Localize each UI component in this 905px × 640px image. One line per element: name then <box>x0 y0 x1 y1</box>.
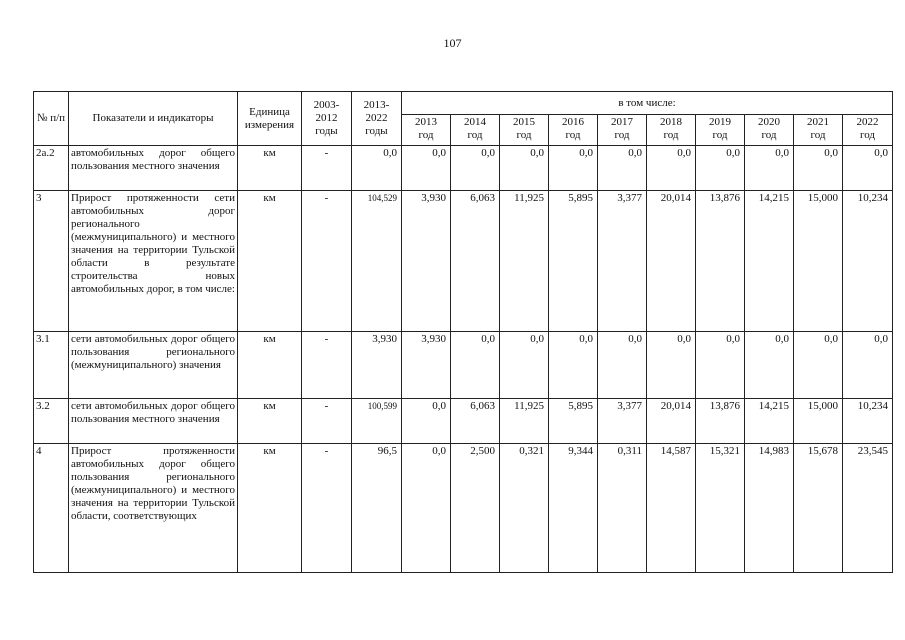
row-year-value: 11,925 <box>500 191 549 332</box>
year-label: 2020 <box>758 116 780 128</box>
row-year-value: 0,0 <box>549 146 598 191</box>
year-label: 2021 <box>807 116 829 128</box>
year-label: 2019 <box>709 116 731 128</box>
row-period-2003-2012: - <box>302 444 352 573</box>
table-body <box>34 146 893 573</box>
row-year-value: 14,215 <box>745 399 794 444</box>
row-year-value: 9,344 <box>549 444 598 573</box>
row-year-value: 10,234 <box>843 191 893 332</box>
row-year-value: 0,0 <box>598 146 647 191</box>
col-header-year <box>794 115 843 146</box>
row-number: 4 <box>34 444 69 573</box>
row-year-value: 2,500 <box>451 444 500 573</box>
row-unit: км <box>238 332 302 399</box>
row-year-value: 0,0 <box>696 332 745 399</box>
row-year-value: 23,545 <box>843 444 893 573</box>
year-label: 2022 <box>856 116 879 128</box>
row-year-value: 13,876 <box>696 191 745 332</box>
year-suffix: год <box>810 129 826 141</box>
table-row <box>34 191 893 332</box>
row-year-value: 0,0 <box>598 332 647 399</box>
row-year-value: 13,876 <box>696 399 745 444</box>
col-header-unit: Единица измерения <box>238 92 302 146</box>
row-period-2013-2022: 0,0 <box>352 146 402 191</box>
row-indicator-text: Прирост протяженности автомобильных дорог общего пользования регионального (межмуниципального) и местного значения на территории Тульской области, соответствующих <box>69 444 238 573</box>
col-header-year <box>598 115 647 146</box>
row-period-2003-2012: - <box>302 191 352 332</box>
row-year-value: 20,014 <box>647 191 696 332</box>
row-year-value: 0,0 <box>843 146 893 191</box>
row-number: 3.1 <box>34 332 69 399</box>
year-suffix: год <box>418 129 434 141</box>
row-year-value: 3,377 <box>598 191 647 332</box>
row-number: 3 <box>34 191 69 332</box>
col-header-year <box>549 115 598 146</box>
table-row <box>34 399 893 444</box>
row-year-value: 0,0 <box>500 332 549 399</box>
year-suffix: год <box>761 129 777 141</box>
row-year-value: 15,000 <box>794 191 843 332</box>
row-period-2013-2022: 96,5 <box>352 444 402 573</box>
col-header-year <box>745 115 794 146</box>
row-year-value: 14,983 <box>745 444 794 573</box>
year-label: 2015 <box>513 116 535 128</box>
row-year-value: 0,0 <box>843 332 893 399</box>
row-year-value: 11,925 <box>500 399 549 444</box>
row-year-value: 3,377 <box>598 399 647 444</box>
row-period-2013-2022: 3,930 <box>352 332 402 399</box>
row-year-value: 0,0 <box>647 332 696 399</box>
row-year-value: 10,234 <box>843 399 893 444</box>
row-year-value: 3,930 <box>402 332 451 399</box>
col-header-period-2003-2012: 2003-2012 годы <box>302 92 352 146</box>
col-header-num: № п/п <box>34 92 69 146</box>
row-year-value: 15,000 <box>794 399 843 444</box>
year-label: 2018 <box>660 116 682 128</box>
row-year-value: 0,0 <box>549 332 598 399</box>
row-year-value: 0,311 <box>598 444 647 573</box>
row-year-value: 5,895 <box>549 399 598 444</box>
row-unit: км <box>238 444 302 573</box>
row-year-value: 0,0 <box>745 146 794 191</box>
indicators-table <box>33 91 893 573</box>
row-year-value: 0,0 <box>500 146 549 191</box>
page-number: 107 <box>443 36 462 50</box>
row-unit: км <box>238 399 302 444</box>
row-year-value: 0,0 <box>402 444 451 573</box>
row-indicator-text: Прирост протяженности сети автомобильных дорог регионального (межмуниципального) и местного значения на территории Тульской области в результате строительства новых автомобильных дорог, в том числе: <box>69 191 238 332</box>
row-year-value: 15,321 <box>696 444 745 573</box>
row-period-2013-2022: 104,529 <box>352 191 402 332</box>
row-number: 2а.2 <box>34 146 69 191</box>
row-year-value: 15,678 <box>794 444 843 573</box>
row-year-value: 0,0 <box>402 399 451 444</box>
row-year-value: 0,0 <box>451 332 500 399</box>
col-header-year <box>451 115 500 146</box>
col-header-year <box>696 115 745 146</box>
row-year-value: 14,587 <box>647 444 696 573</box>
row-year-value: 0,321 <box>500 444 549 573</box>
row-year-value: 0,0 <box>647 146 696 191</box>
col-header-indicator: Показатели и индикаторы <box>69 92 238 146</box>
row-year-value: 0,0 <box>696 146 745 191</box>
table-row <box>34 146 893 191</box>
year-suffix: год <box>516 129 532 141</box>
year-label: 2014 <box>464 116 486 128</box>
row-year-value: 5,895 <box>549 191 598 332</box>
year-label: 2013 <box>415 116 437 128</box>
row-indicator-text: сети автомобильных дорог общего пользования регионального (межмуниципального) значения <box>69 332 238 399</box>
row-year-value: 6,063 <box>451 191 500 332</box>
year-label: 2017 <box>611 116 633 128</box>
row-year-value: 0,0 <box>402 146 451 191</box>
col-header-including: в том числе: <box>402 92 893 115</box>
year-suffix: год <box>565 129 581 141</box>
row-unit: км <box>238 191 302 332</box>
row-year-value: 0,0 <box>745 332 794 399</box>
row-year-value: 14,215 <box>745 191 794 332</box>
year-suffix: год <box>712 129 728 141</box>
row-year-value: 3,930 <box>402 191 451 332</box>
row-year-value: 20,014 <box>647 399 696 444</box>
col-header-year <box>843 115 893 146</box>
col-header-year <box>647 115 696 146</box>
year-suffix: год <box>663 129 679 141</box>
row-indicator-text: автомобильных дорог общего пользования местного значения <box>69 146 238 191</box>
year-label: 2016 <box>562 116 584 128</box>
col-header-year <box>500 115 549 146</box>
year-suffix: год <box>859 129 876 141</box>
col-header-year <box>402 115 451 146</box>
year-suffix: год <box>614 129 630 141</box>
year-suffix: год <box>467 129 483 141</box>
table-row <box>34 444 893 573</box>
header-row-1 <box>34 92 893 115</box>
row-year-value: 6,063 <box>451 399 500 444</box>
table-row <box>34 332 893 399</box>
row-indicator-text: сети автомобильных дорог общего пользования местного значения <box>69 399 238 444</box>
row-number: 3.2 <box>34 399 69 444</box>
row-period-2013-2022: 100,599 <box>352 399 402 444</box>
row-year-value: 0,0 <box>794 332 843 399</box>
row-year-value: 0,0 <box>794 146 843 191</box>
row-period-2003-2012: - <box>302 146 352 191</box>
row-period-2003-2012: - <box>302 399 352 444</box>
row-period-2003-2012: - <box>302 332 352 399</box>
col-header-period-2013-2022: 2013-2022 годы <box>352 92 402 146</box>
row-unit: км <box>238 146 302 191</box>
row-year-value: 0,0 <box>451 146 500 191</box>
